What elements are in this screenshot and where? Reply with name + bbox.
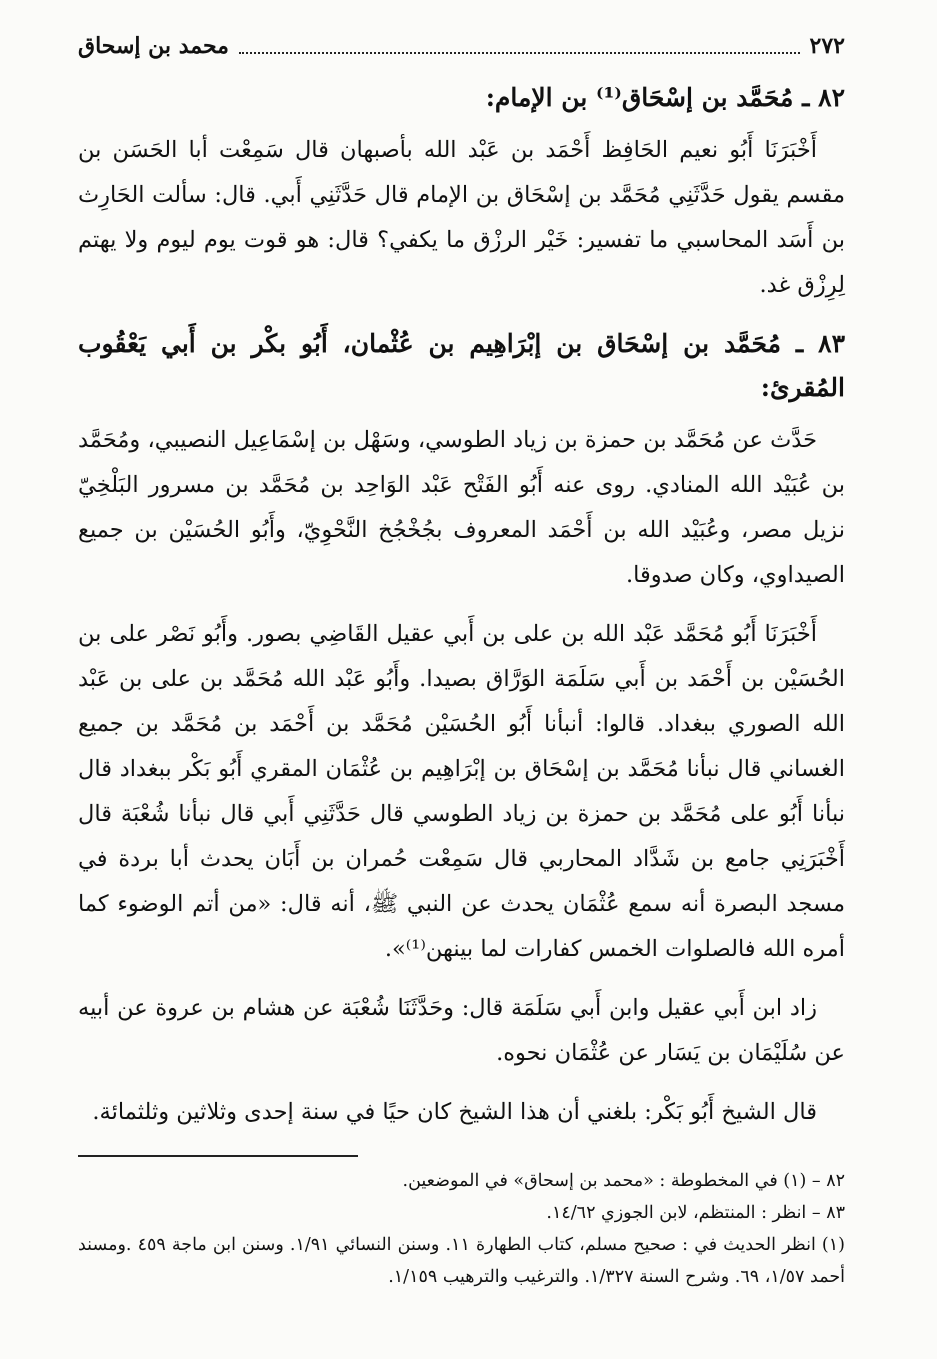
footnote: ٨٣ – انظر : المنتظم، لابن الجوزي ١٤/٦٢.: [546, 1203, 845, 1223]
footnote: ٨٢ – (١) في المخطوطة : «محمد بن إسحاق» في الموضعين.: [402, 1171, 845, 1191]
entry-heading: ٨٢ ـ مُحَمَّد بن إسْحَاق⁽¹⁾ بن الإمام:: [485, 83, 845, 112]
entry-83: [78, 322, 845, 1135]
entry-paragraph: قال الشيخ أَبُو بَكْر: بلغني أن هذا الشيخ كان حيًا في سنة إحدى وثلاثين وثلثمائة.: [92, 1099, 817, 1125]
footnote-separator: [78, 1155, 358, 1157]
entry-heading: ٨٣ ـ مُحَمَّد بن إسْحَاق بن إبْرَاهِيم بن عُثْمان، أَبُو بكْر بن أَبي يَعْقُوب المُقرئ:: [78, 329, 845, 402]
footnote: (١) انظر الحديث في : صحيح مسلم، كتاب الطهارة ١١. وسنن النسائي ١/٩١. وسنن ابن ماجة ٤٥٩ .ومسند أحمد ١/٥٧، ٦٩. وشرح السنة ١/٣٢٧. والترغيب والترهيب ١/١٥٩.: [78, 1235, 845, 1287]
entry-82: [78, 76, 845, 308]
entry-paragraph: زاد ابن أَبي عقيل وابن أَبي سَلَمَة قال: وحَدَّثَنَا شُعْبَة عن هشام بن عروة عن أبيه عن سُلَيْمَان بن يَسَار عن عُثْمَان نحوه.: [78, 995, 845, 1066]
running-header: [78, 30, 845, 62]
running-title: محمد بن إسحاق: [78, 33, 229, 59]
entry-paragraph: أَخْبَرَنَا أَبُو نعيم الحَافِظ أَحْمَد بن عَبْد الله بأصبهان قال سَمِعْت أبا الحَسَن بن مقسم يقول حَدَّثَنِي مُحَمَّد بن إسْحَاق بن الإمام قال حَدَّثَنِي أَبي. قال: سألت الحَارِث بن أَسَد المحاسبي ما تفسير: خَيْر الرزْق ما يكفي؟ قال: هو قوت يوم ليوم ولا يهتم لِرِزْق غد.: [78, 137, 845, 298]
entry-paragraph: حَدَّث عن مُحَمَّد بن حمزة بن زياد الطوسي، وسَهْل بن إسْمَاعِيل النصيبي، ومُحَمَّد بن عُبَيْد الله المنادي. روى عنه أَبُو الفَتْح عَبْد الوَاحِد بن مُحَمَّد بن مسرور البَلْخِيّ نزيل مصر، وعُبَيْد الله بن أَحْمَد المعروف بجُخْجُخ النَّحْوِيّ، وأَبُو الحُسَيْن بن جميع الصيداوي، وكان صدوقا.: [78, 427, 845, 588]
entry-paragraph: أَخْبَرَنَا أَبُو مُحَمَّد عَبْد الله بن على بن أَبي عقيل القَاضِي بصور. وأَبُو نَصْر على بن الحُسَيْن بن أَحْمَد بن أَبي سَلَمَة الوَرَّاق بصيدا. وأَبُو عَبْد الله مُحَمَّد بن على بن عَبْد الله الصوري ببغداد. قالوا: أنبأنا أَبُو الحُسَيْن مُحَمَّد بن أَحْمَد بن مُحَمَّد بن جميع الغساني قال نبأنا مُحَمَّد بن إسْحَاق بن إبْرَاهِيم بن عُثْمَان المقري أَبُو بَكْر ببغداد قال نبأنا أَبُو على مُحَمَّد بن حمزة بن زياد الطوسي قال حَدَّثَنِي أَبي قال نبأنا شُعْبَة قال أَخْبَرَنِي جامع بن شَدَّاد المحاربي قال سَمِعْت حُمران بن أَبَان يحدث أبا بردة في مسجد البصرة أنه سمع عُثْمَان يحدث عن النبي ﷺ، أنه قال: «من أتم الوضوء كما أمره الله فالصلوات الخمس كفارات لما بينهن⁽¹⁾».: [78, 621, 845, 962]
footnotes: [78, 1165, 845, 1293]
dotted-leader: [239, 52, 800, 54]
page-number: ٢٧٢: [809, 33, 845, 59]
